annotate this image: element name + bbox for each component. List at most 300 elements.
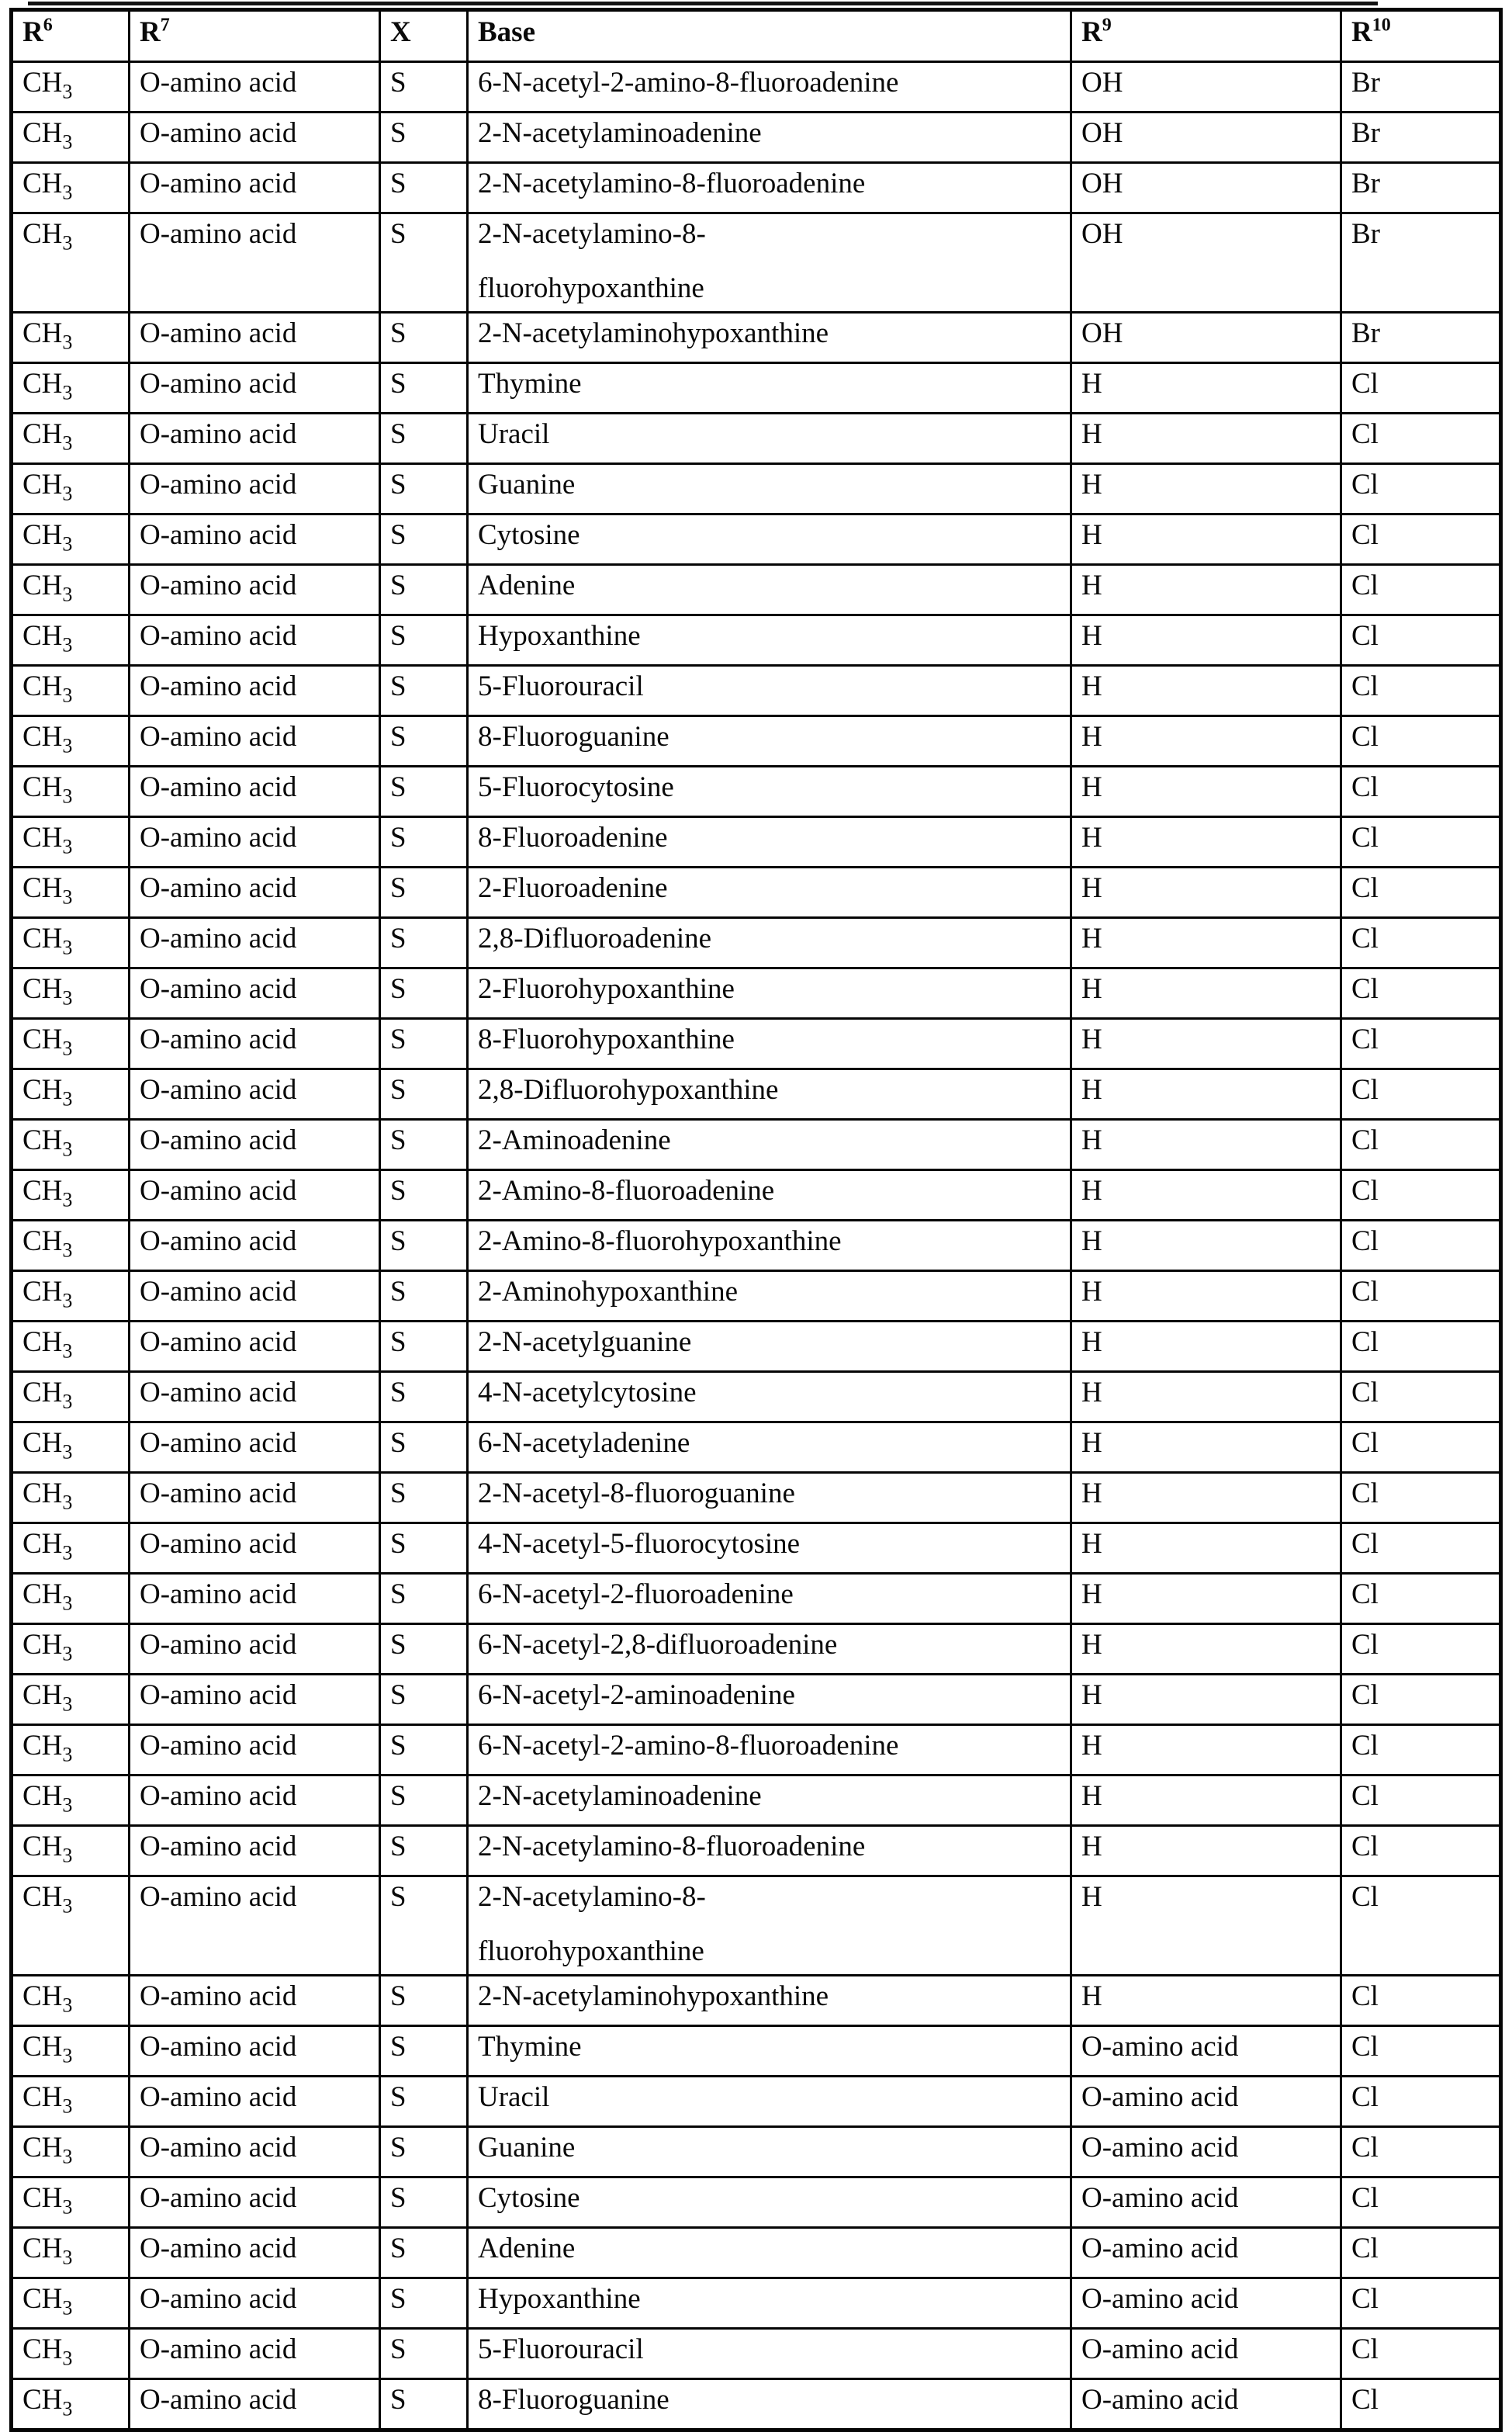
cell-r6: $CH_3$ [12,514,130,565]
table-row [12,113,1501,163]
cell-base [468,767,1071,817]
cell-r9: O-amino acid [1071,2177,1341,2228]
cell-r6: $CH_3$ [12,817,130,868]
cell-r9: H [1071,1372,1341,1422]
cell-r7: O-amino acid [130,2278,380,2329]
cell-x: S [380,1221,468,1271]
base-line: Uracil [478,418,550,450]
cell-r6: $CH_3$ [12,1271,130,1322]
chem-subscript: 3 [62,1491,73,1514]
cell-r9: H [1071,1120,1341,1170]
cell-r6: $CH_3$ [12,1574,130,1624]
cell-base [468,1624,1071,1675]
cell-r7: O-amino acid [130,1372,380,1422]
chem-subscript: 3 [62,1844,73,1867]
cell-r7: O-amino acid [130,767,380,817]
cell-x: S [380,716,468,767]
cell-base [468,2228,1071,2278]
header-superscript: 6 [43,15,53,36]
chem-subscript: 3 [62,1087,73,1110]
cell-r10: Cl [1341,1271,1501,1322]
chem-subscript: 3 [62,381,73,404]
cell-x: S [380,868,468,918]
chem-subscript: 3 [62,482,73,505]
cell-r10: Cl [1341,968,1501,1019]
cell-r6: $CH_3$ [12,716,130,767]
cell-r6: $CH_3$ [12,1976,130,2026]
cell-r6: $CH_3$ [12,1523,130,1574]
cell-r9: O-amino acid [1071,2329,1341,2379]
cell-r10: Cl [1341,464,1501,514]
cell-x: S [380,1069,468,1120]
cell-r9: O-amino acid [1071,2077,1341,2127]
chem-subscript: 3 [62,785,73,808]
cell-r6: $CH_3$ [12,615,130,666]
cell-r7: O-amino acid [130,213,380,313]
cell-base [468,565,1071,615]
chem-subscript: 3 [62,130,73,154]
base-line: Thymine [478,368,582,400]
cell-r7: O-amino acid [130,464,380,514]
chem-subscript: 3 [62,231,73,255]
cell-r7: O-amino acid [130,1170,380,1221]
cell-r7: O-amino acid [130,1019,380,1069]
cell-r9: H [1071,1826,1341,1876]
cell-r10: Cl [1341,1422,1501,1473]
cell-r10: Cl [1341,1876,1501,1976]
cell-x: S [380,1271,468,1322]
cell-r6: $CH_3$ [12,313,130,363]
cell-r6: $CH_3$ [12,2228,130,2278]
cell-r9: H [1071,868,1341,918]
table-row [12,968,1501,1019]
header-row [12,10,1501,62]
cell-r7: O-amino acid [130,1775,380,1826]
table-row [12,1725,1501,1775]
cell-x: S [380,363,468,414]
cell-r6: $CH_3$ [12,163,130,213]
cell-base [468,313,1071,363]
table-row [12,1523,1501,1574]
cell-x: S [380,1675,468,1725]
cell-x: S [380,1775,468,1826]
cell-r7: O-amino acid [130,2379,380,2430]
cell-base [468,113,1071,163]
cell-base [468,1372,1071,1422]
cell-x: S [380,615,468,666]
cell-r6: $CH_3$ [12,113,130,163]
column-header-r6: $R^6$ [12,10,130,62]
base-line: 8-Fluorohypoxanthine [478,1024,735,1055]
cell-x: S [380,2026,468,2077]
cell-r6: $CH_3$ [12,1170,130,1221]
table-row [12,817,1501,868]
cell-r9: H [1071,1422,1341,1473]
header-superscript: 9 [1102,15,1112,36]
cell-r7: O-amino acid [130,1523,380,1574]
chem-subscript: 3 [62,181,73,204]
cell-r9: H [1071,1624,1341,1675]
cell-base [468,1170,1071,1221]
chem-subscript: 3 [62,2347,73,2370]
cell-r9: OH [1071,213,1341,313]
table-row [12,1624,1501,1675]
base-line: 2,8-Difluorohypoxanthine [478,1074,779,1106]
cell-r10: Cl [1341,2127,1501,2177]
chem-subscript: 3 [62,1339,73,1363]
cell-r9: H [1071,1473,1341,1523]
cell-x: S [380,1019,468,1069]
cell-r6: $CH_3$ [12,414,130,464]
base-line: Cytosine [478,2182,580,2214]
table-row [12,1775,1501,1826]
cell-r7: O-amino acid [130,414,380,464]
table-row [12,2228,1501,2278]
chem-subscript: 3 [62,1188,73,1211]
chem-subscript: 3 [62,986,73,1010]
cell-x: S [380,666,468,716]
cell-base [468,868,1071,918]
cell-r9: O-amino acid [1071,2026,1341,2077]
cell-x: S [380,1120,468,1170]
cell-base [468,1775,1071,1826]
cell-r9: H [1071,1221,1341,1271]
cell-r9: O-amino acid [1071,2228,1341,2278]
table-row [12,414,1501,464]
chem-subscript: 3 [62,1138,73,1161]
cell-r10: Cl [1341,2379,1501,2430]
chem-subscript: 3 [62,80,73,103]
base-line: 2-N-acetylamino-8-fluoroadenine [478,168,866,199]
cell-x: S [380,2379,468,2430]
cell-base [468,163,1071,213]
cell-base [468,716,1071,767]
table-row [12,1422,1501,1473]
cell-r9: H [1071,1876,1341,1976]
cell-r10: Cl [1341,1675,1501,1725]
base-line: Adenine [478,2233,576,2264]
cell-r10: Cl [1341,363,1501,414]
cell-r10: Cl [1341,1372,1501,1422]
cell-r9: H [1071,1170,1341,1221]
cell-r7: O-amino acid [130,1725,380,1775]
cell-base [468,414,1071,464]
scan-artifact-line [28,2,1378,5]
cell-r10: Br [1341,62,1501,113]
base-line: 6-N-acetyladenine [478,1427,690,1459]
cell-r10: Cl [1341,666,1501,716]
column-header-base: Base [468,10,1071,62]
cell-x: S [380,2278,468,2329]
base-line: 2-N-acetylamino-8- [478,218,706,250]
cell-base [468,2278,1071,2329]
cell-r6: $CH_3$ [12,1372,130,1422]
table-row [12,1675,1501,1725]
table-row [12,1271,1501,1322]
base-line: 2-N-acetylaminohypoxanthine [478,1980,829,2012]
cell-r9: H [1071,363,1341,414]
table-row [12,716,1501,767]
cell-x: S [380,1473,468,1523]
base-line: 2-N-acetylaminohypoxanthine [478,317,829,349]
cell-r10: Br [1341,213,1501,313]
cell-r7: O-amino acid [130,163,380,213]
cell-base [468,464,1071,514]
chem-subscript: 3 [62,532,73,556]
cell-r7: O-amino acid [130,2026,380,2077]
table-row [12,1473,1501,1523]
chem-subscript: 3 [62,1642,73,1665]
base-line: fluorohypoxanthine [478,1935,704,1967]
chem-subscript: 3 [62,885,73,909]
cell-r10: Cl [1341,1322,1501,1372]
cell-x: S [380,514,468,565]
cell-r9: OH [1071,62,1341,113]
cell-r10: Cl [1341,565,1501,615]
base-line: 2-Aminohypoxanthine [478,1276,739,1308]
chem-subscript: 3 [62,734,73,757]
table-row [12,615,1501,666]
cell-r9: H [1071,1271,1341,1322]
cell-r10: Cl [1341,2026,1501,2077]
cell-base [468,2177,1071,2228]
base-line: 6-N-acetyl-2-fluoroadenine [478,1578,794,1610]
cell-r7: O-amino acid [130,868,380,918]
table-row [12,163,1501,213]
cell-r9: O-amino acid [1071,2379,1341,2430]
cell-x: S [380,1422,468,1473]
base-line: Hypoxanthine [478,620,641,652]
table-row [12,666,1501,716]
base-line: 2-N-acetyl-8-fluoroguanine [478,1478,795,1509]
cell-r6: $CH_3$ [12,1725,130,1775]
chem-subscript: 3 [62,1894,73,1918]
cell-r10: Br [1341,313,1501,363]
cell-r10: Cl [1341,817,1501,868]
cell-r6: $CH_3$ [12,1473,130,1523]
cell-r7: O-amino acid [130,1574,380,1624]
cell-r7: O-amino acid [130,62,380,113]
cell-r9: O-amino acid [1071,2278,1341,2329]
cell-r10: Cl [1341,1170,1501,1221]
cell-r6: $CH_3$ [12,868,130,918]
base-line: 2-N-acetylaminoadenine [478,117,762,149]
cell-base [468,968,1071,1019]
cell-r7: O-amino acid [130,817,380,868]
cell-r6: $CH_3$ [12,1876,130,1976]
table-row [12,2127,1501,2177]
cell-base [468,514,1071,565]
base-line: 2-Fluoroadenine [478,872,668,904]
cell-r7: O-amino acid [130,1976,380,2026]
cell-base [468,1322,1071,1372]
cell-x: S [380,968,468,1019]
table-row [12,918,1501,968]
cell-base [468,2026,1071,2077]
cell-r7: O-amino acid [130,918,380,968]
cell-r6: $CH_3$ [12,62,130,113]
table-row [12,868,1501,918]
cell-x: S [380,1574,468,1624]
cell-r9: H [1071,767,1341,817]
base-line: 6-N-acetyl-2,8-difluoroadenine [478,1629,838,1661]
cell-base [468,1675,1071,1725]
table-row [12,1826,1501,1876]
cell-r9: H [1071,1069,1341,1120]
cell-base [468,1019,1071,1069]
chem-subscript: 3 [62,1541,73,1564]
chem-subscript: 3 [62,1793,73,1817]
chem-subscript: 3 [62,1390,73,1413]
table-row [12,213,1501,313]
base-line: Thymine [478,2031,582,2063]
base-line: 2-Fluorohypoxanthine [478,973,735,1005]
table-row [12,2278,1501,2329]
column-header-r10: $R^{10}$ [1341,10,1501,62]
cell-r6: $CH_3$ [12,1221,130,1271]
base-line: Hypoxanthine [478,2283,641,2315]
cell-r7: O-amino acid [130,968,380,1019]
cell-r9: OH [1071,113,1341,163]
chem-subscript: 3 [62,1743,73,1766]
table-row [12,1372,1501,1422]
cell-base [468,615,1071,666]
cell-x: S [380,1372,468,1422]
cell-r10: Cl [1341,1624,1501,1675]
cell-r6: $CH_3$ [12,1322,130,1372]
cell-r6: $CH_3$ [12,2278,130,2329]
cell-r6: $CH_3$ [12,1069,130,1120]
table-row [12,1322,1501,1372]
table-row [12,1019,1501,1069]
chem-subscript: 3 [62,1440,73,1464]
cell-r10: Cl [1341,2278,1501,2329]
cell-r9: H [1071,1322,1341,1372]
cell-r7: O-amino acid [130,2329,380,2379]
table-row [12,2026,1501,2077]
cell-r10: Cl [1341,1775,1501,1826]
cell-x: S [380,313,468,363]
table-row [12,767,1501,817]
cell-r7: O-amino acid [130,2077,380,2127]
cell-r7: O-amino acid [130,666,380,716]
header-superscript: 7 [160,15,170,36]
cell-r9: H [1071,1019,1341,1069]
chem-subscript: 3 [62,1289,73,1312]
cell-r10: Cl [1341,1826,1501,1876]
cell-base [468,1826,1071,1876]
cell-x: S [380,1322,468,1372]
cell-r9: O-amino acid [1071,2127,1341,2177]
chem-subscript: 3 [62,936,73,959]
table-row [12,1120,1501,1170]
cell-r10: Cl [1341,2177,1501,2228]
cell-r9: H [1071,666,1341,716]
column-header-r7: $R^7$ [130,10,380,62]
cell-r7: O-amino acid [130,1624,380,1675]
cell-x: S [380,213,468,313]
cell-r10: Br [1341,163,1501,213]
cell-base [468,1876,1071,1976]
cell-x: S [380,464,468,514]
cell-base [468,1725,1071,1775]
base-line: 8-Fluoroguanine [478,721,670,753]
chem-subscript: 3 [62,2145,73,2168]
base-line: 2-N-acetylguanine [478,1326,692,1358]
cell-x: S [380,2329,468,2379]
cell-r10: Cl [1341,716,1501,767]
table-row [12,514,1501,565]
base-line: Guanine [478,469,576,501]
cell-r9: H [1071,1976,1341,2026]
header-superscript: 10 [1372,15,1391,36]
base-line: 6-N-acetyl-2-aminoadenine [478,1679,795,1711]
chem-subscript: 3 [62,2094,73,2118]
base-line: 2,8-Difluoroadenine [478,923,712,954]
cell-r10: Cl [1341,1574,1501,1624]
cell-r9: H [1071,565,1341,615]
cell-x: S [380,1170,468,1221]
cell-x: S [380,2077,468,2127]
column-header-x: X [380,10,468,62]
base-line: 2-Amino-8-fluorohypoxanthine [478,1225,842,1257]
table-row [12,2177,1501,2228]
cell-r9: H [1071,1775,1341,1826]
cell-base [468,62,1071,113]
cell-r9: H [1071,414,1341,464]
cell-r6: $CH_3$ [12,2026,130,2077]
cell-r7: O-amino acid [130,565,380,615]
chem-subscript: 3 [62,331,73,354]
cell-r10: Cl [1341,1725,1501,1775]
table-row [12,1170,1501,1221]
base-line: Cytosine [478,519,580,551]
table-row [12,1574,1501,1624]
cell-r9: H [1071,464,1341,514]
table-row [12,1069,1501,1120]
base-line: Guanine [478,2132,576,2164]
cell-x: S [380,1826,468,1876]
cell-r7: O-amino acid [130,1069,380,1120]
cell-r7: O-amino acid [130,1473,380,1523]
cell-base [468,1523,1071,1574]
cell-x: S [380,2127,468,2177]
cell-x: S [380,817,468,868]
cell-r7: O-amino acid [130,1826,380,1876]
cell-x: S [380,62,468,113]
cell-base [468,1221,1071,1271]
cell-r7: O-amino acid [130,1422,380,1473]
cell-r7: O-amino acid [130,615,380,666]
cell-r6: $CH_3$ [12,1826,130,1876]
base-line: 5-Fluorouracil [478,670,644,702]
column-header-r9: $R^9$ [1071,10,1341,62]
cell-r7: O-amino acid [130,363,380,414]
cell-r6: $CH_3$ [12,1120,130,1170]
chem-subscript: 3 [62,431,73,455]
cell-x: S [380,414,468,464]
cell-r6: $CH_3$ [12,2379,130,2430]
cell-r9: H [1071,615,1341,666]
cell-r6: $CH_3$ [12,565,130,615]
cell-r10: Cl [1341,2077,1501,2127]
base-line: 6-N-acetyl-2-amino-8-fluoroadenine [478,1730,899,1762]
cell-base [468,918,1071,968]
cell-r6: $CH_3$ [12,2177,130,2228]
cell-base [468,1120,1071,1170]
base-line: Uracil [478,2081,550,2113]
chem-subscript: 3 [62,583,73,606]
